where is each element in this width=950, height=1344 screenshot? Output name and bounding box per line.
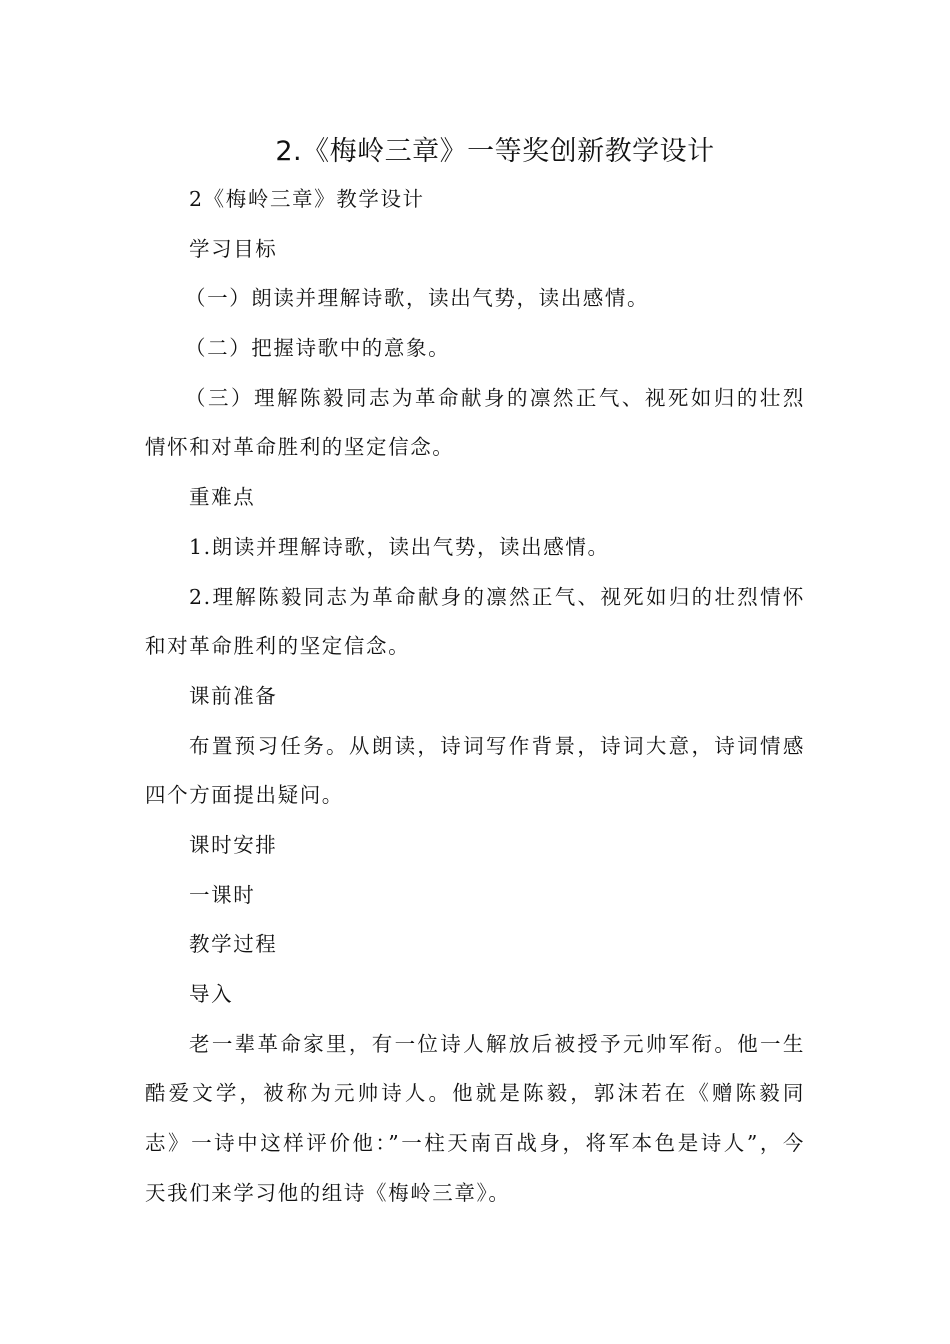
- section-heading-objectives: 学习目标: [189, 236, 278, 261]
- preparation-line-2: 四个方面提出疑问。: [145, 783, 344, 808]
- document-title: 2.《梅岭三章》一等奖创新教学设计: [275, 136, 715, 167]
- intro-paragraph-line-2: 酷爱文学，被称为元帅诗人。他就是陈毅，郭沫若在《赠陈毅同: [145, 1081, 805, 1106]
- intro-paragraph-line-4: 天我们来学习他的组诗《梅岭三章》。: [145, 1180, 511, 1205]
- preparation-line-1: 布置预习任务。从朗读，诗词写作背景，诗词大意，诗词情感: [189, 733, 805, 758]
- document-body: [145, 175, 805, 1218]
- section-heading-process: 教学过程: [189, 932, 278, 957]
- section-heading-key-points: 重难点: [189, 485, 256, 510]
- key-point-1: 1.朗读并理解诗歌，读出气势，读出感情。: [189, 534, 610, 559]
- objective-2: （二）把握诗歌中的意象。: [185, 336, 451, 361]
- schedule-text: 一课时: [189, 882, 256, 907]
- objective-1: （一）朗读并理解诗歌，读出气势，读出感情。: [185, 286, 650, 311]
- objective-3-line-1: （三）理解陈毅同志为革命献身的凛然正气、视死如归的壮烈: [185, 385, 805, 410]
- subtitle-line: 2《梅岭三章》教学设计: [189, 187, 425, 211]
- key-point-2-line-1: 2.理解陈毅同志为革命献身的凛然正气、视死如归的壮烈情怀: [189, 584, 805, 609]
- section-heading-schedule: 课时安排: [189, 832, 278, 857]
- objective-3-line-2: 情怀和对革命胜利的坚定信念。: [145, 435, 455, 460]
- section-heading-preparation: 课前准备: [189, 683, 278, 708]
- subsection-heading-intro: 导入: [189, 982, 234, 1006]
- intro-paragraph-line-1: 老一辈革命家里，有一位诗人解放后被授予元帅军衔。他一生: [189, 1031, 805, 1056]
- key-point-2-line-2: 和对革命胜利的坚定信念。: [145, 634, 411, 659]
- intro-paragraph-line-3: 志》一诗中这样评价他：”一柱天南百战身，将军本色是诗人”，今: [145, 1131, 805, 1156]
